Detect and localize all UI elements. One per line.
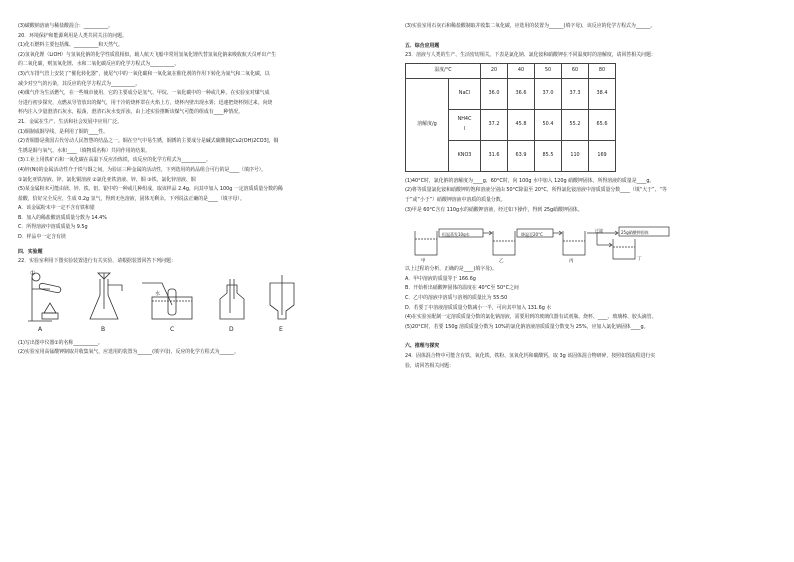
apparatus-water-label: 水 xyxy=(155,290,161,297)
question-text-line: (2)青铜器是我国古代劳动人民智慧的结晶之一。铜在空气中易生锈，铜锈的主要成分是碱式碳酸铜[Cu2(OH)2CO3]，铜 xyxy=(18,138,279,145)
question-text-line: (1)40°C时，氯化钠的溶解度为____g，60°C时，向 100g 水中加入 120g 硝酸钾固体，所得溶液的质量是____g。 xyxy=(405,177,655,184)
question-23-analysis xyxy=(405,265,777,332)
question-text-line: (4)在实验室配制一定溶质质量分数的氯化钠溶液，需要用到的玻璃仪器有试剂瓶、烧杯、____、玻璃棒、胶头滴管。 xyxy=(405,314,657,321)
process-label-ding: 丁 xyxy=(637,257,642,263)
section-heading-experiment: 四．实验题 xyxy=(18,248,43,255)
question-text-line: (1)铜制成铜导线，是利用了铜的____性。 xyxy=(18,128,109,135)
table-substance-name: NaCl xyxy=(449,78,481,109)
table-cell: 36.6 xyxy=(508,78,535,109)
apparatus-c-trough xyxy=(142,283,192,319)
question-text-line: (3)碳酸钠溶液与稀盐酸混合：__________。 xyxy=(18,23,113,29)
question-text-line: 以上过程的分析，正确的是____(填字母)。 xyxy=(405,266,497,273)
table-temp-cell: 40 xyxy=(508,63,535,78)
table-cell: 169 xyxy=(589,140,616,171)
question-text-line: 20．环境保护和能源利用是人类共同关注的问题。 xyxy=(18,32,127,39)
table-cell: 65.6 xyxy=(589,109,616,140)
process-result-label: 25g硝酸钾固体 xyxy=(621,230,649,236)
apparatus-label-d: D xyxy=(229,325,234,333)
table-cell: 37.2 xyxy=(481,109,508,140)
table-cell: 31.6 xyxy=(481,140,508,171)
question-text-line: (1)写出图中仪器①的名称__________。 xyxy=(18,339,103,346)
beaker-jia xyxy=(415,231,437,255)
question-22-part3: (3)实验室用石灰石和稀盐酸制取并收集二氧化碳，应选用的装置为______(填字母)，该反应的化学方程式为______。 xyxy=(405,23,656,29)
apparatus-e-bottle xyxy=(270,275,294,319)
table-row xyxy=(406,78,616,109)
table-substance-name-part: l xyxy=(463,125,466,132)
table-temp-label: 温度/°C xyxy=(406,63,481,78)
table-cell: 45.8 xyxy=(508,109,535,140)
table-temp-cell: 20 xyxy=(481,63,508,78)
crystallization-process-figure xyxy=(411,217,711,265)
apparatus-label-e: E xyxy=(279,325,283,333)
question-text-line: 分进行初步探究，点燃从导管放出的煤气，用干冷的烧杯罩在火焰上方，烧杯内壁出现水雾；迅速把烧杯倒过来，向烧 xyxy=(18,99,273,106)
right-column xyxy=(405,22,777,371)
left-column xyxy=(18,22,370,358)
apparatus-label-b: B xyxy=(101,325,106,333)
process-label-bing: 丙 xyxy=(569,259,574,265)
table-cell: 50.4 xyxy=(535,109,562,140)
table-group-label: 溶解度/g xyxy=(406,78,449,171)
section-heading-inference: 六、推理与探究 xyxy=(405,343,440,350)
process-step3-label: 过滤 xyxy=(595,228,603,234)
question-text-line: B．开始析出硝酸钾固体的温度在 40°C至 50°C之间 xyxy=(405,285,519,292)
question-23-stem: 23．溶液与人类的生产、生活密切相关。下表是氯化钠、氯化铵和硝酸钾在不同温度时的溶解度，请回答相关问题： xyxy=(405,52,656,59)
question-text-line: 盐酸，恰好完全反应，生成 0.2g 氢气，得到无色溶液，固体无剩余。下列说法正确的是____（填字母）。 xyxy=(18,195,245,202)
question-22-subparts xyxy=(18,339,370,358)
process-drawing xyxy=(411,217,711,265)
question-text-line: (2)将等质量氯化铵和硝酸钾的饱和溶液分别由 50°C降温至 20°C，所得氯化铵溶液中溶质质量分数____（填“大于”、“等 xyxy=(405,187,667,194)
question-text-line: (5)20°C时，若要 150g 溶质质量分数为 10%的氯化钠溶液溶质质量分数变为 25%，应加入氯化钠固体____g。 xyxy=(405,323,649,330)
table-temp-cell: 60 xyxy=(562,63,589,78)
table-substance-name: KNO3 xyxy=(449,140,481,171)
question-text-line: (4)锌(Ni)的金属活动性介于铁与铜之间，为验证三种金属的活动性，下列选用的药品组合可行的是____（填序号）。 xyxy=(18,166,267,173)
table-cell: 110 xyxy=(562,140,589,171)
question-text-line: 杯内注入少量澄清石灰水，振荡，澄清石灰水变浑浊，由上述实验推断该煤气可能的组成有____种情况。 xyxy=(18,109,243,116)
beaker-yi xyxy=(493,231,515,255)
question-text-line: 21．金属在生产、生活和社会发展中应用广泛。 xyxy=(18,118,123,125)
question-text-line: A．该金属粉末中一定不含有铁和银 xyxy=(18,205,95,212)
table-substance-name xyxy=(449,109,481,140)
process-step1-label: 恒温蒸发10g水 xyxy=(442,232,470,238)
question-text-line: D．样品中一定含有镁 xyxy=(18,234,66,241)
process-label-yi: 乙 xyxy=(499,259,504,265)
question-text-line: (4)煤气作为生活燃气，在一些城市使用，它的主要成分是氢气、甲烷、一氧化碳中的一种或几种。在实验室对煤气成 xyxy=(18,90,270,97)
table-temp-cell: 80 xyxy=(589,63,616,78)
question-text-line: C．所得溶液中溶质质量为 9.5g xyxy=(18,224,88,231)
table-cell: 38.4 xyxy=(589,78,616,109)
question-text-line: 于”或“小于”）硝酸钾溶液中溶质的质量分数。 xyxy=(405,196,506,203)
apparatus-a-heating xyxy=(28,273,61,321)
section-heading-comprehensive: 五．综合应用题 xyxy=(405,42,440,49)
question-text-line: (3)工业上用铁矿石和一氧化碳在高温下反应冶炼铁，该反应的化学方程式为__________。 xyxy=(18,157,211,164)
question-text-line: (2)实验室用高锰酸钾制取并收集氧气，应选用的装置为______(填字母)，反应的化学方程式为______。 xyxy=(18,349,240,356)
table-cell: 55.2 xyxy=(562,109,589,140)
question-text-line: D．若要丁中溶液溶质质量分数减小一半，可向其中加入 131.6g 水 xyxy=(405,304,552,311)
table-cell: 37.0 xyxy=(535,78,562,109)
table-cell: 63.9 xyxy=(508,140,535,171)
question-24-stem: 24．固体混合物中可能含有铁、氧化铁、铁粉、氢氧化钙和碳酸钙，取 3g 该固体混合物研碎，按照如图流程进行实 xyxy=(405,352,656,359)
table-cell: 85.5 xyxy=(535,140,562,171)
question-24-stem-cont: 验，请回答相关问题： xyxy=(405,362,454,369)
question-text-line: (5)某金属粉末可能由镁、锌、铁、铝、银中的一种或几种组成，取该样品 2.4g，向其中加入 100g 一定溶质质量分数的稀 xyxy=(18,186,283,193)
table-cell: 37.3 xyxy=(562,78,589,109)
process-label-jia: 甲 xyxy=(421,259,426,265)
question-22-stem: 22．实验室利用下图实验装置进行有关实验，请根据装置回答下列问题： xyxy=(18,258,176,265)
question-23-parts-1-3 xyxy=(405,177,777,215)
question-text-line: (2)氢氧化锂（LiOH）与氢氧化钠的化学性质很相似，载人航天飞船中常用氢氧化锂代替氢氧化钠来吸收航天员呼出产生 xyxy=(18,51,277,58)
question-text-line: A．甲中溶液的质量等于 166.6g xyxy=(405,275,476,282)
apparatus-label-c: C xyxy=(170,325,175,333)
table-header-row xyxy=(406,63,616,78)
apparatus-b-flask xyxy=(90,273,122,319)
table-cell: 36.0 xyxy=(481,78,508,109)
left-questions-block xyxy=(18,22,370,243)
beaker-ding xyxy=(613,239,635,259)
question-text-line: C．乙中的溶液中溶质与溶剂的质量比为 55:50 xyxy=(405,294,508,301)
apparatus-marker-1: ① xyxy=(30,269,36,277)
solubility-table xyxy=(405,63,616,172)
table-temp-cell: 50 xyxy=(535,63,562,78)
question-text-line: (1)化石燃料主要包括煤、__________和天然气。 xyxy=(18,42,123,49)
question-text-line: 的二氧化碳，则氢氧化锂、水和二氧化碳反应的化学方程式为__________。 xyxy=(18,61,180,68)
table-substance-name-part: NH4C xyxy=(457,116,472,123)
process-step2-label: 降温至20°C xyxy=(521,232,543,238)
question-text-line: 减少对空气的污染，其反应的化学方程式为__________。 xyxy=(18,80,141,87)
question-text-line: B．加入的稀盐酸溶质质量分数为 14.4% xyxy=(18,214,107,221)
lab-apparatus-figure xyxy=(22,269,322,339)
question-text-line: ①氯化亚铁溶液、锌、氯化铜溶液 ②氯化亚铁溶液、锌、铜 ③铁、氯化锌溶液、铜 xyxy=(18,176,196,183)
beaker-bing xyxy=(563,231,585,255)
question-text-line: (3)甲是 60°C含有 110g水的硝酸钾溶液，经过如下操作，得到 25g硝酸钾固体。 xyxy=(405,206,583,213)
apparatus-d-bottle xyxy=(220,279,244,319)
question-text-line: 生锈是铜与氧气、水和____（填物质名称）共同作用的结果。 xyxy=(18,147,151,154)
question-text-line: (3)汽车排气管上安装了“催化转化器”，使尾气中的一氧化碳和一氧化氮在催化剂的作用下转化为氮气和二氧化碳，以 xyxy=(18,70,270,77)
apparatus-label-a: A xyxy=(38,325,43,333)
